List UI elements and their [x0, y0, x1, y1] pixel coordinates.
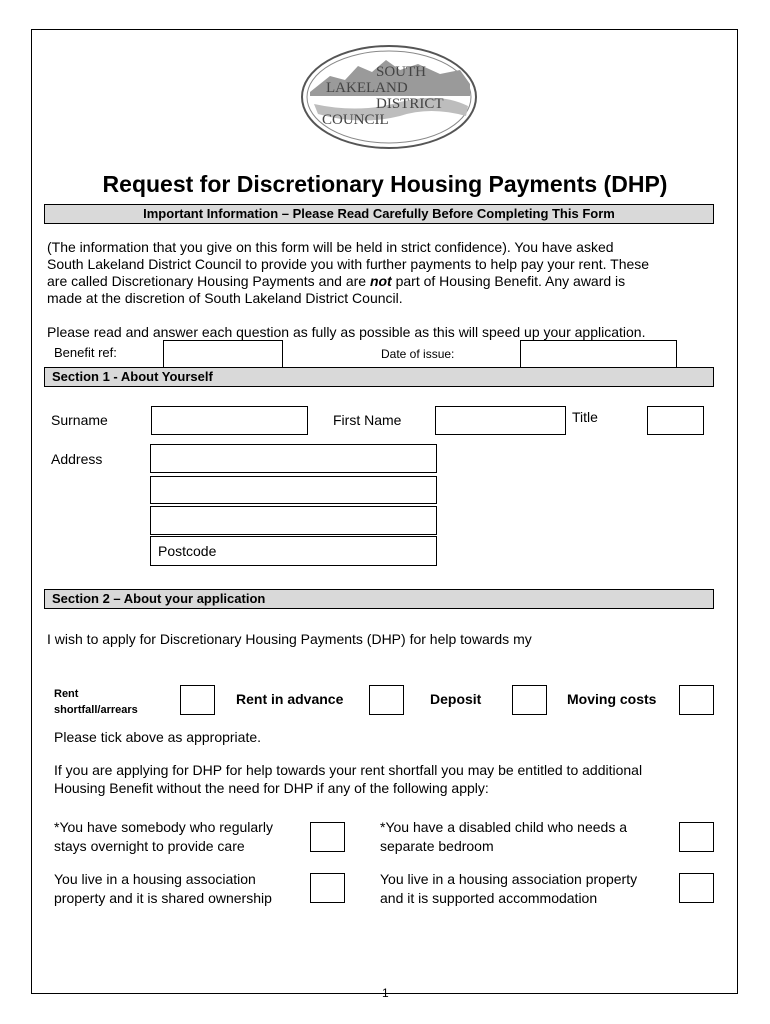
option-moving-costs-label: Moving costs [567, 691, 657, 707]
first-name-label: First Name [333, 412, 402, 428]
disabled-child-checkbox[interactable] [679, 822, 714, 852]
disabled-child-line-1: *You have a disabled child who needs a [380, 819, 628, 835]
address-line-3-field[interactable] [150, 506, 437, 535]
overnight-care-line-2: stays overnight to provide care [54, 838, 245, 854]
option-rent-shortfall-line-2: shortfall/arrears [54, 704, 138, 716]
important-info-bar: Important Information – Please Read Carefully Before Completing This Form [44, 204, 714, 224]
supported-accommodation-line-1: You live in a housing association property [380, 871, 638, 887]
first-name-field[interactable] [435, 406, 566, 435]
address-label: Address [51, 451, 103, 467]
date-of-issue-label: Date of issue: [381, 347, 455, 361]
moving-costs-checkbox[interactable] [679, 685, 714, 715]
intro-line-4: made at the discretion of South Lakeland District Council. [47, 290, 403, 306]
address-line-1-field[interactable] [150, 444, 437, 473]
shared-ownership-line-2: property and it is shared ownership [54, 890, 272, 906]
logo-text-south: SOUTH [376, 64, 427, 80]
form-title: Request for Discretionary Housing Payments (DHP) [102, 171, 668, 197]
option-rent-shortfall-line-1: Rent [54, 688, 79, 700]
intro-line-3a: are called Discretionary Housing Payments and are [47, 273, 370, 289]
supported-accommodation-checkbox[interactable] [679, 873, 714, 903]
supported-accommodation-line-2: and it is supported accommodation [380, 890, 598, 906]
wish-to-apply-text: I wish to apply for Discretionary Housing Payments (DHP) for help towards my [47, 631, 532, 647]
title-label: Title [572, 409, 598, 425]
title-field[interactable] [647, 406, 704, 435]
tick-note: Please tick above as appropriate. [54, 729, 262, 745]
section-2-heading: Section 2 – About your application [44, 589, 714, 609]
option-deposit-label: Deposit [430, 691, 482, 707]
deposit-checkbox[interactable] [512, 685, 547, 715]
intro-line-3 [47, 273, 625, 290]
postcode-label: Postcode [158, 543, 217, 559]
page-number: 1 [382, 986, 389, 1000]
overnight-care-checkbox[interactable] [310, 822, 345, 852]
address-line-2-field[interactable] [150, 476, 437, 504]
surname-label: Surname [51, 412, 108, 428]
date-of-issue-field[interactable] [520, 340, 677, 368]
intro-not-emphasis: not [369, 273, 392, 289]
logo-text-district: DISTRICT [376, 96, 444, 112]
shortfall-info-line-1: If you are applying for DHP for help towards your rent shortfall you may be entitled to additional [54, 762, 643, 778]
benefit-ref-label: Benefit ref: [54, 345, 117, 360]
option-rent-in-advance-label: Rent in advance [236, 691, 344, 707]
overnight-care-line-1: *You have somebody who regularly [54, 819, 273, 835]
shared-ownership-line-1: You live in a housing association [54, 871, 256, 887]
rent-in-advance-checkbox[interactable] [369, 685, 404, 715]
shortfall-info-line-2: Housing Benefit without the need for DHP if any of the following apply: [54, 780, 489, 796]
benefit-ref-field[interactable] [163, 340, 283, 368]
disabled-child-line-2: separate bedroom [380, 838, 494, 854]
shared-ownership-checkbox[interactable] [310, 873, 345, 903]
council-logo [300, 44, 478, 150]
intro-line-2: South Lakeland District Council to provide you with further payments to help pay your rent. These [47, 256, 650, 272]
logo-text-lakeland: LAKELAND [326, 80, 408, 96]
intro-line-3c: part of Housing Benefit. Any award is [391, 273, 626, 289]
section-1-heading: Section 1 - About Yourself [44, 367, 714, 387]
please-read-text: Please read and answer each question as fully as possible as this will speed up your application. [47, 324, 646, 340]
intro-line-1: (The information that you give on this form will be held in strict confidence). You have asked [47, 239, 614, 255]
option-rent-shortfall-label [54, 686, 138, 718]
surname-field[interactable] [151, 406, 308, 435]
postcode-field[interactable] [150, 536, 437, 566]
logo-text-council: COUNCIL [322, 112, 389, 128]
rent-shortfall-checkbox[interactable] [180, 685, 215, 715]
